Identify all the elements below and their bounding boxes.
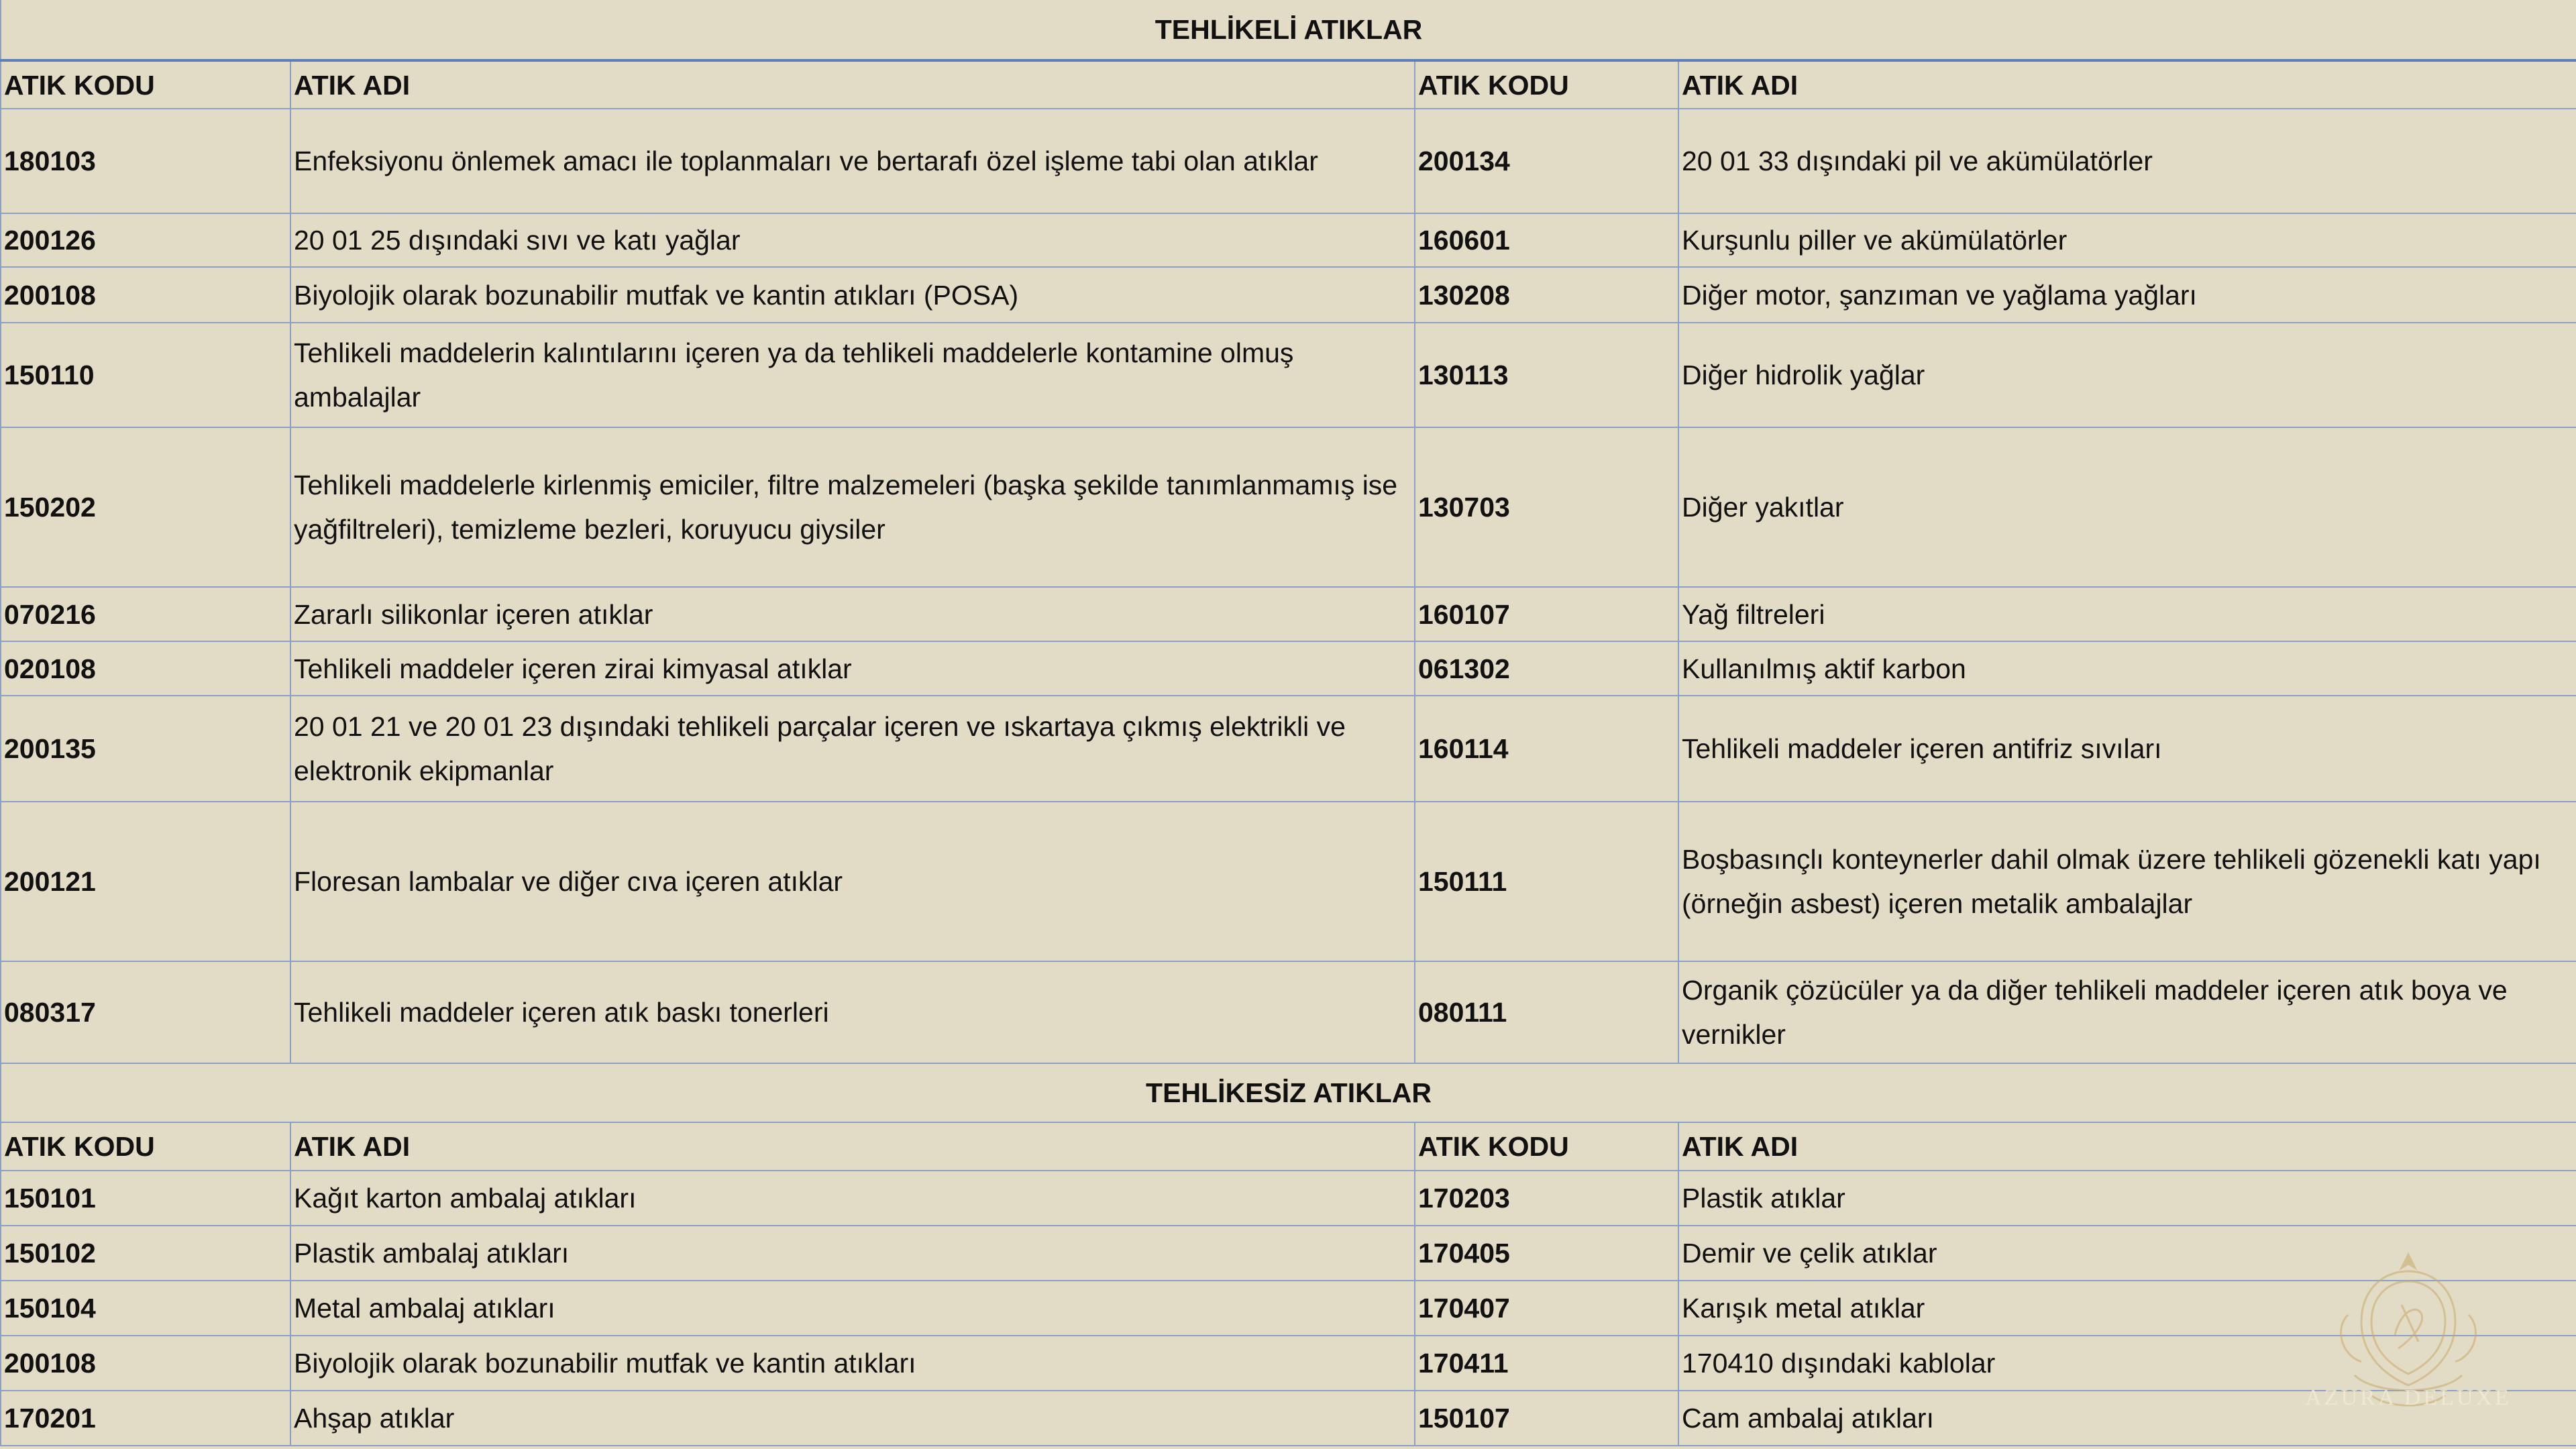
waste-name: Demir ve çelik atıklar — [1678, 1226, 2576, 1281]
waste-name: Tehlikeli maddeler içeren antifriz sıvıları — [1678, 696, 2576, 802]
waste-name: Cam ambalaj atıkları — [1678, 1391, 2576, 1446]
waste-name: Tehlikeli maddeler içeren zirai kimyasal atıklar — [290, 641, 1415, 696]
waste-name: Metal ambalaj atıkları — [290, 1281, 1415, 1336]
table-row — [1, 1226, 2576, 1281]
table-row — [1, 1391, 2576, 1446]
waste-name: Karışık metal atıklar — [1678, 1281, 2576, 1336]
header-row-non-hazardous — [1, 1122, 2576, 1171]
column-header-code: ATIK KODU — [1, 60, 290, 109]
waste-code: 130113 — [1415, 323, 1678, 427]
waste-name: Diğer motor, şanzıman ve yağlama yağları — [1678, 267, 2576, 323]
column-header-code: ATIK KODU — [1415, 1122, 1678, 1171]
waste-name: Plastik ambalaj atıkları — [290, 1226, 1415, 1281]
waste-code: 150111 — [1415, 802, 1678, 961]
table-row — [1, 323, 2576, 427]
waste-name: Ahşap atıklar — [290, 1391, 1415, 1446]
waste-code: 080317 — [1, 961, 290, 1063]
waste-name: Kullanılmış aktif karbon — [1678, 641, 2576, 696]
section-title-row-non-hazardous — [1, 1063, 2576, 1122]
waste-name: Tehlikeli maddelerle kirlenmiş emiciler, filtre malzemeleri (başka şekilde tanımlanmamış ise yağfiltreleri), temizleme bezleri, koruyucu giysiler — [290, 427, 1415, 587]
waste-name: Diğer yakıtlar — [1678, 427, 2576, 587]
waste-name: Biyolojik olarak bozunabilir mutfak ve kantin atıkları — [290, 1336, 1415, 1391]
column-header-code: ATIK KODU — [1415, 60, 1678, 109]
waste-code: 020108 — [1, 641, 290, 696]
table-row — [1, 1171, 2576, 1226]
waste-name: 20 01 33 dışındaki pil ve akümülatörler — [1678, 109, 2576, 213]
waste-code: 080111 — [1415, 961, 1678, 1063]
waste-code: 150202 — [1, 427, 290, 587]
table-row — [1, 696, 2576, 802]
table-row — [1, 109, 2576, 213]
waste-name: Tehlikeli maddelerin kalıntılarını içeren ya da tehlikeli maddelerle kontamine olmuş ambalajlar — [290, 323, 1415, 427]
waste-code: 150107 — [1415, 1391, 1678, 1446]
table-row — [1, 1281, 2576, 1336]
waste-code: 200134 — [1415, 109, 1678, 213]
waste-name: 20 01 25 dışındaki sıvı ve katı yağlar — [290, 213, 1415, 267]
column-header-code: ATIK KODU — [1, 1122, 290, 1171]
table-row — [1, 427, 2576, 587]
column-header-name: ATIK ADI — [290, 1122, 1415, 1171]
waste-code: 061302 — [1415, 641, 1678, 696]
waste-code: 170405 — [1415, 1226, 1678, 1281]
column-header-name: ATIK ADI — [1678, 1122, 2576, 1171]
waste-code: 160601 — [1415, 213, 1678, 267]
waste-code: 200108 — [1, 267, 290, 323]
waste-code: 180103 — [1, 109, 290, 213]
waste-code: 200108 — [1, 1336, 290, 1391]
table-row — [1, 641, 2576, 696]
column-header-name: ATIK ADI — [290, 60, 1415, 109]
table-row — [1, 213, 2576, 267]
waste-name: Kağıt karton ambalaj atıkları — [290, 1171, 1415, 1226]
waste-code: 070216 — [1, 587, 290, 641]
table-row — [1, 267, 2576, 323]
waste-name: Boşbasınçlı konteynerler dahil olmak üzere tehlikeli gözenekli katı yapı (örneğin asbest) içeren metalik ambalajlar — [1678, 802, 2576, 961]
waste-code: 150102 — [1, 1226, 290, 1281]
waste-name: Biyolojik olarak bozunabilir mutfak ve kantin atıkları (POSA) — [290, 267, 1415, 323]
waste-name: Enfeksiyonu önlemek amacı ile toplanmaları ve bertarafı özel işleme tabi olan atıklar — [290, 109, 1415, 213]
waste-code: 130208 — [1415, 267, 1678, 323]
waste-code: 200126 — [1, 213, 290, 267]
waste-code: 150110 — [1, 323, 290, 427]
waste-code: 170201 — [1, 1391, 290, 1446]
watermark-brand-text: AZURA DELUXE — [2305, 1385, 2512, 1410]
waste-code: 200121 — [1, 802, 290, 961]
section-title-row-hazardous — [1, 0, 2576, 60]
waste-name: Tehlikeli maddeler içeren atık baskı tonerleri — [290, 961, 1415, 1063]
column-header-name: ATIK ADI — [1678, 60, 2576, 109]
waste-name: 170410 dışındaki kablolar — [1678, 1336, 2576, 1391]
waste-name: Floresan lambalar ve diğer cıva içeren atıklar — [290, 802, 1415, 961]
section-title-hazardous: TEHLİKELİ ATIKLAR — [1, 0, 2576, 60]
waste-code: 170407 — [1415, 1281, 1678, 1336]
header-row-hazardous — [1, 60, 2576, 109]
table-row — [1, 1336, 2576, 1391]
waste-code: 170411 — [1415, 1336, 1678, 1391]
waste-name: Zararlı silikonlar içeren atıklar — [290, 587, 1415, 641]
waste-code: 160114 — [1415, 696, 1678, 802]
table-row — [1, 961, 2576, 1063]
waste-name: Kurşunlu piller ve akümülatörler — [1678, 213, 2576, 267]
waste-code: 130703 — [1415, 427, 1678, 587]
waste-name: 20 01 21 ve 20 01 23 dışındaki tehlikeli parçalar içeren ve ıskartaya çıkmış elektrikli ve elektronik ekipmanlar — [290, 696, 1415, 802]
section-title-non-hazardous: TEHLİKESİZ ATIKLAR — [1, 1063, 2576, 1122]
waste-code: 160107 — [1415, 587, 1678, 641]
waste-code: 150101 — [1, 1171, 290, 1226]
waste-code: 170203 — [1415, 1171, 1678, 1226]
waste-name: Organik çözücüler ya da diğer tehlikeli maddeler içeren atık boya ve vernikler — [1678, 961, 2576, 1063]
waste-name: Plastik atıklar — [1678, 1171, 2576, 1226]
waste-code: 200135 — [1, 696, 290, 802]
waste-code: 150104 — [1, 1281, 290, 1336]
table-row — [1, 587, 2576, 641]
waste-name: Diğer hidrolik yağlar — [1678, 323, 2576, 427]
waste-name: Yağ filtreleri — [1678, 587, 2576, 641]
table-row — [1, 802, 2576, 961]
